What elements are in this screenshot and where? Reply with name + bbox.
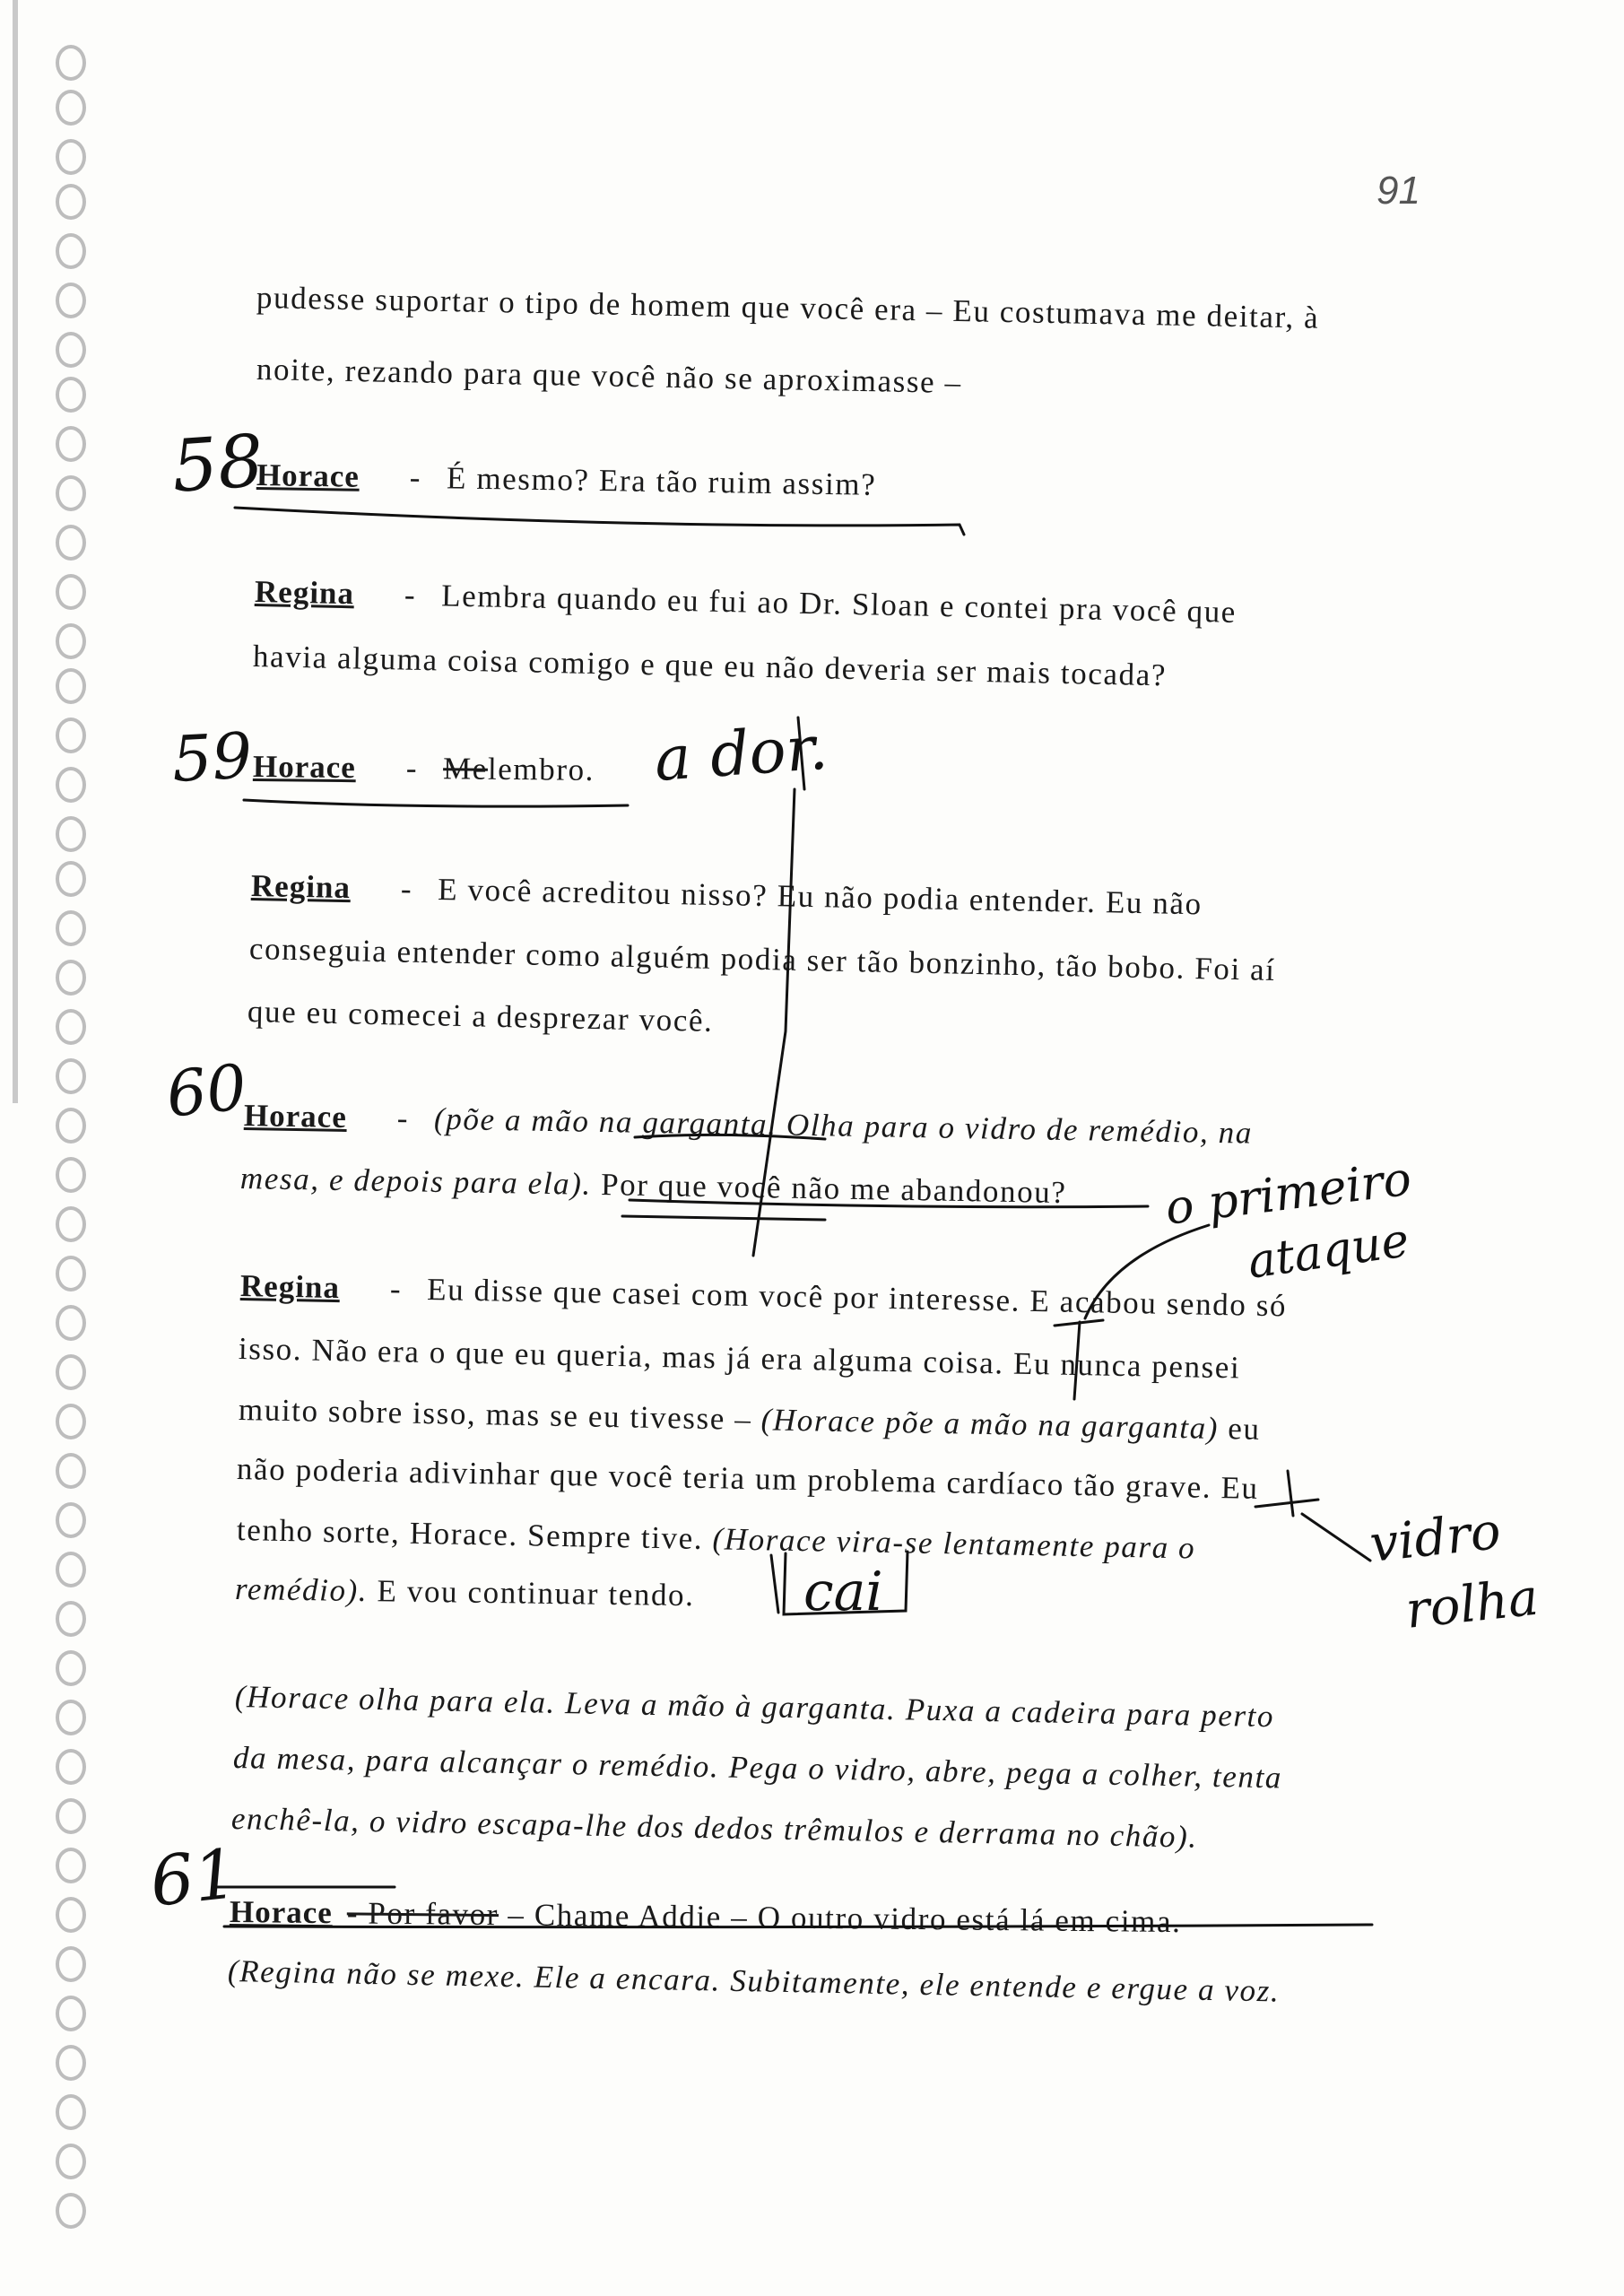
- handwritten-note: rolha: [1403, 1568, 1541, 1640]
- binding-ring: [56, 718, 86, 753]
- dash: -: [409, 459, 422, 495]
- dialogue-text: É mesmo? Era tão ruim assim?: [446, 460, 877, 502]
- box-stroke: [771, 1555, 778, 1613]
- handwritten-cue-number: 59: [169, 718, 255, 796]
- binding-ring: [56, 1206, 86, 1242]
- binding-ring: [56, 960, 86, 996]
- dialogue-text: E você acreditou nisso? Eu não podia entender. Eu não: [437, 872, 1203, 922]
- speaker-name: Regina: [254, 574, 355, 612]
- speaker-name: Regina: [250, 868, 352, 906]
- binding-ring: [56, 1453, 86, 1489]
- binding-ring: [56, 910, 86, 946]
- text-line: [235, 1571, 695, 1613]
- speaker-name: Horace: [252, 749, 357, 786]
- text-line: [237, 1512, 1196, 1567]
- handwritten-cue-number: 58: [169, 419, 266, 509]
- binding-ring: [56, 332, 86, 368]
- binding-ring: [56, 1848, 86, 1883]
- dialogue-line-horace: [244, 1098, 1254, 1152]
- bracket-stroke: [1288, 1471, 1293, 1516]
- handwritten-note: o primeiro: [1162, 1152, 1415, 1236]
- dialogue-text: E vou continuar tendo.: [377, 1573, 695, 1613]
- dialogue-text: eu: [1228, 1411, 1262, 1447]
- dialogue-line-regina: [255, 574, 1238, 631]
- binding-ring: [56, 184, 86, 220]
- stage-direction: (Horace põe a mão na garganta): [760, 1402, 1220, 1446]
- dialogue-line-horace: [256, 457, 877, 503]
- binding-ring: [56, 668, 86, 704]
- dash: -: [400, 871, 413, 907]
- binding-ring: [56, 767, 86, 803]
- dialogue-text: – Chame Addie – O outro vidro está lá em cima.: [508, 1897, 1182, 1940]
- dialogue-text: Por que você não me abandonou?: [600, 1167, 1067, 1211]
- speaker-name: Horace: [229, 1894, 334, 1931]
- speaker-name: Regina: [239, 1268, 341, 1306]
- dialogue-line-horace: [253, 749, 595, 788]
- dialogue-line-regina: [251, 868, 1203, 922]
- binding-ring: [56, 2094, 86, 2130]
- binding-ring: [56, 1996, 86, 2031]
- binding-ring: [56, 1305, 86, 1341]
- struck-text: - Por favor: [346, 1895, 499, 1933]
- struck-text: Me: [442, 751, 489, 787]
- text-line: havia alguma coisa comigo e que eu não deveria ser mais tocada?: [252, 639, 1168, 693]
- stage-direction: (põe a mão na garganta. Olha para o vidro de remédio, na: [433, 1100, 1254, 1151]
- binding-ring: [56, 2193, 86, 2229]
- handwritten-cue-number: 61: [146, 1833, 241, 1922]
- handwritten-note: a dor.: [652, 712, 830, 796]
- binding-ring: [56, 1552, 86, 1587]
- binding-ring: [56, 1650, 86, 1686]
- stage-direction-line: da mesa, para alcançar o remédio. Pega o vidro, abre, pega a colher, tenta: [232, 1740, 1283, 1796]
- handwritten-note: vidro: [1367, 1501, 1504, 1574]
- dash: -: [405, 750, 419, 786]
- speaker-name: Horace: [243, 1098, 348, 1135]
- dialogue-text: muito sobre isso, mas se eu tivesse –: [238, 1392, 752, 1437]
- binding-ring: [56, 45, 86, 81]
- dialogue-text: Lembra quando eu fui ao Dr. Sloan e contei pra você que: [440, 578, 1238, 630]
- handwritten-note: cai: [803, 1561, 883, 1623]
- binding-ring: [56, 1601, 86, 1637]
- stage-direction: mesa, e depois para ela).: [239, 1161, 593, 1202]
- binding-ring: [56, 525, 86, 561]
- text-line: isso. Não era o que eu queria, mas já era alguma coisa. Eu nunca pensei: [238, 1331, 1241, 1386]
- binding-ring: [56, 1749, 86, 1785]
- binding-ring: [56, 816, 86, 852]
- spiral-binding: [0, 0, 99, 2296]
- bracket-stroke: [1255, 1500, 1318, 1507]
- binding-ring: [56, 2045, 86, 2081]
- handwritten-note: ataque: [1244, 1213, 1412, 1290]
- text-line: noite, rezando para que você não se aproximasse –: [256, 352, 963, 401]
- binding-ring: [56, 1798, 86, 1834]
- binding-ring: [56, 1009, 86, 1045]
- binding-ring: [56, 1946, 86, 1982]
- text-line: [239, 1392, 1261, 1448]
- dialogue-text: tenho sorte, Horace. Sempre tive.: [236, 1512, 704, 1556]
- binding-ring: [56, 1058, 86, 1094]
- dash: -: [389, 1271, 403, 1307]
- text-line: [240, 1161, 1067, 1211]
- underline-stroke: [235, 508, 964, 535]
- dash: -: [396, 1100, 410, 1136]
- dialogue-text: lembro.: [487, 751, 595, 787]
- binding-ring: [56, 2144, 86, 2179]
- binding-ring: [56, 861, 86, 897]
- binding-ring: [56, 1354, 86, 1390]
- text-line: que eu comecei a desprezar você.: [247, 994, 714, 1039]
- binding-ring: [56, 1108, 86, 1144]
- binding-ring: [56, 426, 86, 462]
- binding-ring: [56, 90, 86, 126]
- stage-direction: (Horace vira-se lentamente para o: [712, 1521, 1196, 1566]
- underline-stroke: [244, 800, 628, 806]
- handwritten-cue-number: 60: [162, 1049, 250, 1132]
- binding-ring: [56, 1404, 86, 1439]
- underline-stroke: [622, 1216, 825, 1220]
- binding-ring: [56, 283, 86, 318]
- page-number: 91: [1376, 169, 1420, 213]
- dialogue-text: Eu disse que casei com você por interesse. E acabou sendo só: [426, 1272, 1288, 1324]
- bracket-stroke: [1055, 1320, 1103, 1326]
- arrow-stroke: [1302, 1514, 1370, 1561]
- text-line: pudesse suportar o tipo de homem que você era – Eu costumava me deitar, à: [256, 280, 1320, 335]
- dash: -: [404, 577, 417, 613]
- binding-ring: [56, 574, 86, 610]
- text-line: não poderia adivinhar que você teria um problema cardíaco tão grave. Eu: [236, 1451, 1259, 1506]
- binding-ring: [56, 233, 86, 269]
- text-line: conseguia entender como alguém podia ser tão bonzinho, tão bobo. Foi aí: [248, 931, 1277, 987]
- binding-ring: [56, 1256, 86, 1292]
- stage-direction-line: enchê-la, o vidro escapa-lhe dos dedos trêmulos e derrama no chão).: [230, 1801, 1199, 1855]
- stage-direction-line: (Regina não se mexe. Ele a encara. Subitamente, ele entende e ergue a voz.: [227, 1953, 1281, 2009]
- binding-ring: [56, 1897, 86, 1933]
- binding-ring: [56, 377, 86, 413]
- binding-ring: [56, 623, 86, 659]
- binding-spine: [13, 0, 18, 1103]
- dialogue-line-horace: [230, 1894, 1182, 1940]
- speaker-name: Horace: [256, 457, 360, 494]
- dialogue-line-regina: [240, 1268, 1288, 1324]
- stage-direction: remédio).: [234, 1571, 369, 1609]
- binding-ring: [56, 1700, 86, 1735]
- binding-ring: [56, 1157, 86, 1193]
- stage-direction-line: (Horace olha para ela. Leva a mão à garganta. Puxa a cadeira para perto: [234, 1679, 1275, 1735]
- binding-ring: [56, 1502, 86, 1538]
- binding-ring: [56, 139, 86, 175]
- binding-ring: [56, 475, 86, 511]
